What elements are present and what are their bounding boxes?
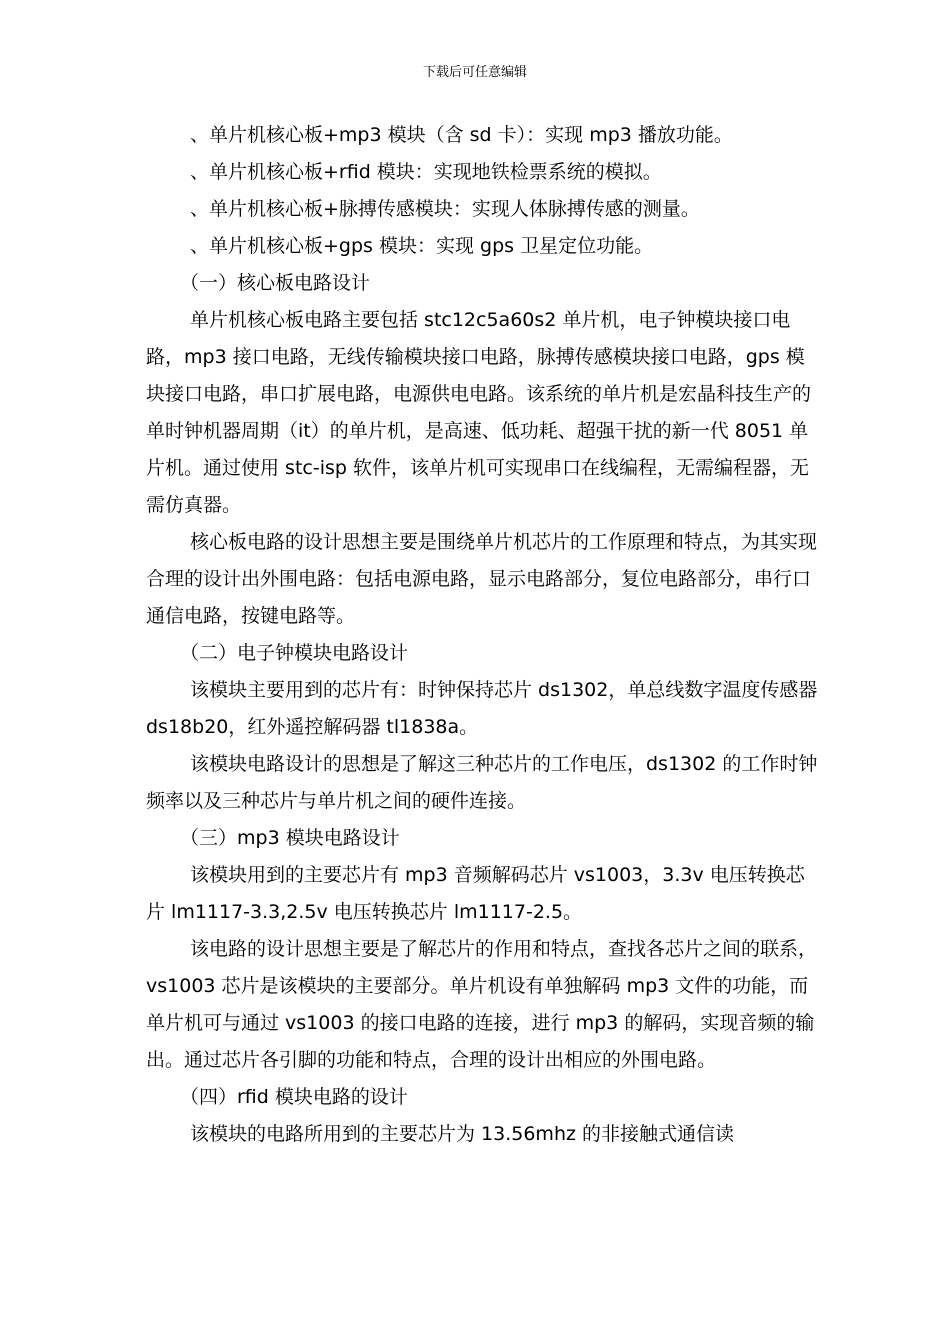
list-item: 、单片机核心板+脉搏传感模块：实现人体脉搏传感的测量。	[190, 198, 700, 220]
page-header: 下载后可任意编辑	[422, 65, 527, 80]
body-paragraph: 单片机核心板电路主要包括 stc12c5a60s2 单片机，电子钟模块接口电路，mp3 接口电路，无线传输模块接口电路，脉搏传感模块接口电路，gps 模块接口电路，串口扩展电路，电源供电电路。该系统的单片机是宏晶科技生产的单时钟机器周期（it）的单片机，是高速、低功耗、超强干扰的新一代 8051 单片机。通过使用 stc-isp 软件，该单片机可实现串口在线编程，无需编程器，无需仿真器。	[146, 309, 812, 516]
body-paragraph: 该模块的电路所用到的主要芯片为 13.56mhz 的非接触式通信读	[190, 1123, 734, 1145]
body-paragraph: 该模块主要用到的芯片有：时钟保持芯片 ds1302，单总线数字温度传感器 ds18b20，红外遥控解码器 tl1838a。	[146, 679, 818, 738]
list-item: 、单片机核心板+rfid 模块：实现地铁检票系统的模拟。	[190, 161, 662, 183]
body-paragraph: 该电路的设计思想主要是了解芯片的作用和特点，查找各芯片之间的联系，vs1003 芯片是该模块的主要部分。单片机设有单独解码 mp3 文件的功能，而单片机可与通过 vs1003 的接口电路的连接，进行 mp3 的解码，实现音频的输出。通过芯片各引脚的功能和特点，合理的设计出相应的外围电路。	[146, 938, 818, 1071]
section-heading: （二）电子钟模块电路设计	[180, 642, 409, 664]
body-paragraph: 该模块用到的主要芯片有 mp3 音频解码芯片 vs1003，3.3v 电压转换芯片 lm1117-3.3,2.5v 电压转换芯片 lm1117-2.5。	[146, 864, 805, 923]
list-item: 、单片机核心板+gps 模块：实现 gps 卫星定位功能。	[190, 235, 654, 257]
section-heading: （三）mp3 模块电路设计	[180, 827, 400, 849]
section-heading: （四）rfid 模块电路的设计	[180, 1086, 408, 1108]
body-paragraph: 该模块电路设计的思想是了解这三种芯片的工作电压，ds1302 的工作时钟频率以及三种芯片与单片机之间的硬件连接。	[146, 753, 818, 812]
section-heading: （一）核心板电路设计	[180, 272, 371, 294]
body-paragraph: 核心板电路的设计思想主要是围绕单片机芯片的工作原理和特点，为其实现合理的设计出外围电路：包括电源电路，显示电路部分，复位电路部分，串行口通信电路，按键电路等。	[146, 531, 818, 627]
list-item: 、单片机核心板+mp3 模块（含 sd 卡）：实现 mp3 播放功能。	[190, 124, 733, 146]
document-body	[146, 117, 822, 1153]
